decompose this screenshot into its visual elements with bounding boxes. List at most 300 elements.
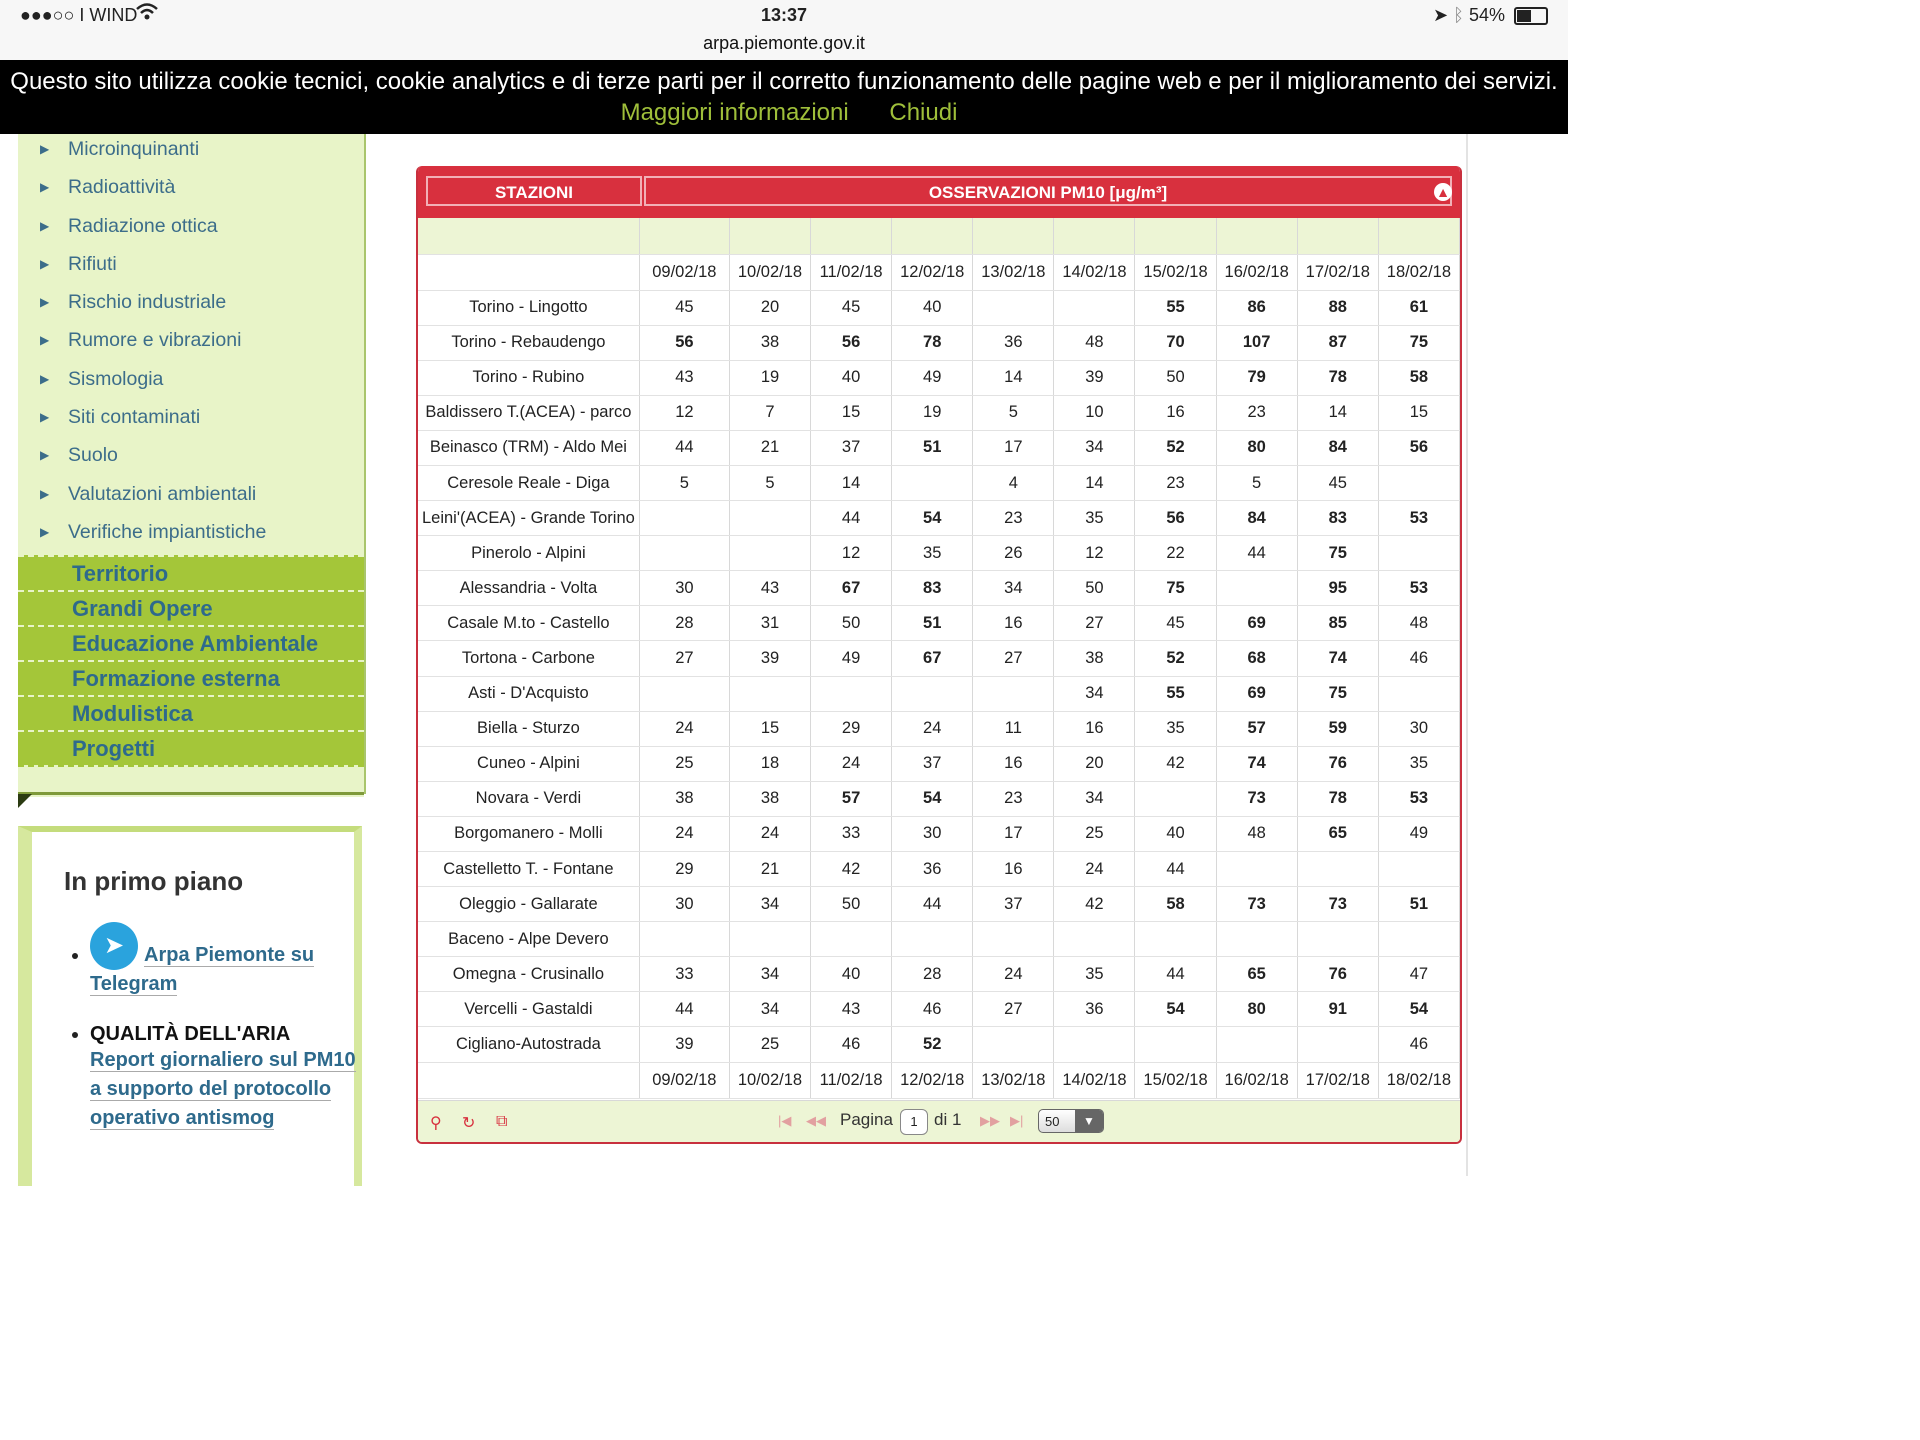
- value-cell: 37: [973, 887, 1054, 922]
- value-cell: 55: [1135, 290, 1216, 325]
- value-cell: 43: [639, 360, 729, 395]
- value-cell: 43: [811, 992, 892, 1027]
- value-cell: 47: [1378, 957, 1459, 992]
- value-cell: 35: [1135, 711, 1216, 746]
- station-name-cell: Novara - Verdi: [418, 781, 639, 816]
- value-cell: 42: [1135, 746, 1216, 781]
- cookie-text: Questo sito utilizza cookie tecnici, cookie analytics e di terze parti per il corretto funzionamento delle pagine web e per il miglioramento dei servizi.: [10, 68, 1558, 95]
- submenu-item[interactable]: [18, 134, 364, 172]
- cookie-more-link[interactable]: Maggiori informazioni: [620, 99, 849, 126]
- station-name-cell: Torino - Rubino: [418, 360, 639, 395]
- value-cell: [811, 676, 892, 711]
- value-cell: [1135, 781, 1216, 816]
- value-cell: 30: [1378, 711, 1459, 746]
- value-cell: 35: [892, 536, 973, 571]
- value-cell: 85: [1297, 606, 1378, 641]
- submenu-item-label: Rumore e vibrazioni: [68, 329, 242, 352]
- value-cell: [1135, 922, 1216, 957]
- value-cell: 34: [1054, 676, 1135, 711]
- filter-cell: [1216, 218, 1297, 254]
- arrow-right-icon: ▶: [40, 410, 50, 425]
- value-cell: 14: [1054, 465, 1135, 500]
- value-cell: 12: [811, 536, 892, 571]
- value-cell: [1378, 676, 1459, 711]
- station-name-cell: Casale M.to - Castello: [418, 606, 639, 641]
- value-cell: 27: [973, 641, 1054, 676]
- value-cell: 38: [639, 781, 729, 816]
- table-row: [418, 536, 1460, 571]
- search-icon[interactable]: ⚲: [430, 1115, 442, 1132]
- arrow-right-icon: ▶: [40, 333, 50, 348]
- value-cell: 16: [1135, 395, 1216, 430]
- table-row: [418, 571, 1460, 606]
- value-cell: 44: [639, 992, 729, 1027]
- value-cell: 107: [1216, 325, 1297, 360]
- value-cell: 24: [811, 746, 892, 781]
- value-cell: [892, 465, 973, 500]
- value-cell: 46: [892, 992, 973, 1027]
- value-cell: 87: [1297, 325, 1378, 360]
- date-header-cell: 11/02/18: [811, 254, 892, 290]
- date-header-cell: 09/02/18: [639, 1062, 729, 1098]
- arrow-right-icon: ▶: [40, 180, 50, 195]
- station-name-cell: Torino - Rebaudengo: [418, 325, 639, 360]
- pm10-report-link[interactable]: Report giornaliero sul PM10 a supporto del protocollo operativo antismog: [90, 1049, 356, 1129]
- value-cell: 29: [639, 852, 729, 887]
- value-cell: 21: [729, 430, 810, 465]
- value-cell: 17: [973, 430, 1054, 465]
- value-cell: 39: [1054, 360, 1135, 395]
- value-cell: 54: [1378, 992, 1459, 1027]
- value-cell: [729, 501, 810, 536]
- value-cell: 24: [973, 957, 1054, 992]
- arrow-right-icon: ▶: [40, 486, 50, 501]
- main-menu-item[interactable]: Grandi Opere: [18, 590, 364, 625]
- location-icon: ➤: [1433, 5, 1449, 25]
- value-cell: 53: [1378, 571, 1459, 606]
- filter-cell: [811, 218, 892, 254]
- value-cell: 20: [729, 290, 810, 325]
- value-cell: 34: [1054, 430, 1135, 465]
- value-cell: 74: [1216, 746, 1297, 781]
- value-cell: 18: [729, 746, 810, 781]
- date-header-blank: [418, 1062, 639, 1098]
- page-label: Pagina: [840, 1110, 893, 1129]
- table-row: [418, 325, 1460, 360]
- value-cell: 49: [892, 360, 973, 395]
- value-cell: 53: [1378, 781, 1459, 816]
- value-cell: 34: [1054, 781, 1135, 816]
- refresh-icon[interactable]: ↻: [462, 1115, 476, 1132]
- value-cell: 10: [1054, 395, 1135, 430]
- value-cell: 54: [1135, 992, 1216, 1027]
- popup-icon[interactable]: ⧉: [496, 1113, 508, 1130]
- arrow-right-icon: ▶: [40, 256, 50, 271]
- date-header-cell: 15/02/18: [1135, 254, 1216, 290]
- content-divider: [1466, 134, 1468, 1176]
- value-cell: 80: [1216, 430, 1297, 465]
- value-cell: [1378, 465, 1459, 500]
- value-cell: 36: [1054, 992, 1135, 1027]
- table-row: [418, 816, 1460, 851]
- date-header-cell: 15/02/18: [1135, 1062, 1216, 1098]
- value-cell: 24: [729, 816, 810, 851]
- value-cell: 27: [1054, 606, 1135, 641]
- chevron-down-icon: ▼: [1075, 1110, 1103, 1132]
- value-cell: 56: [639, 325, 729, 360]
- station-name-cell: Leini'(ACEA) - Grande Torino: [418, 501, 639, 536]
- date-header-cell: 12/02/18: [892, 254, 973, 290]
- value-cell: 15: [729, 711, 810, 746]
- value-cell: 25: [639, 746, 729, 781]
- main-menu-item[interactable]: Territorio: [18, 555, 364, 590]
- first-page-icon[interactable]: |◀: [778, 1113, 792, 1128]
- value-cell: 79: [1216, 360, 1297, 395]
- page-size-select[interactable]: [1038, 1109, 1104, 1133]
- value-cell: 73: [1216, 781, 1297, 816]
- value-cell: [1378, 852, 1459, 887]
- value-cell: 50: [1054, 571, 1135, 606]
- station-name-cell: Vercelli - Gastaldi: [418, 992, 639, 1027]
- value-cell: 5: [1216, 465, 1297, 500]
- value-cell: 29: [811, 711, 892, 746]
- value-cell: 56: [1135, 501, 1216, 536]
- submenu-item-label: Rifiuti: [68, 252, 117, 275]
- value-cell: 56: [1378, 430, 1459, 465]
- next-page-icon[interactable]: ▶▶: [980, 1113, 1000, 1128]
- date-header-cell: 16/02/18: [1216, 1062, 1297, 1098]
- value-cell: 65: [1297, 816, 1378, 851]
- value-cell: 54: [892, 781, 973, 816]
- value-cell: 38: [729, 781, 810, 816]
- table-row: [418, 852, 1460, 887]
- value-cell: 80: [1216, 992, 1297, 1027]
- carrier-signal: ●●●○○ I WIND: [20, 5, 138, 25]
- submenu-item-label: Sismologia: [68, 367, 164, 390]
- value-cell: 45: [1135, 606, 1216, 641]
- table-row: [418, 887, 1460, 922]
- date-header-cell: 18/02/18: [1378, 254, 1459, 290]
- value-cell: 70: [1135, 325, 1216, 360]
- value-cell: 78: [1297, 360, 1378, 395]
- submenu-item[interactable]: [18, 172, 364, 210]
- pm10-table-panel: [416, 166, 1462, 1144]
- value-cell: 22: [1135, 536, 1216, 571]
- value-cell: 74: [1297, 641, 1378, 676]
- value-cell: 24: [1054, 852, 1135, 887]
- value-cell: 30: [892, 816, 973, 851]
- value-cell: 15: [811, 395, 892, 430]
- filter-cell: [729, 218, 810, 254]
- value-cell: 65: [1216, 957, 1297, 992]
- submenu-item-label: Verifiche impiantistiche: [68, 520, 267, 543]
- submenu-item[interactable]: [18, 517, 364, 555]
- value-cell: [892, 676, 973, 711]
- value-cell: 4: [973, 465, 1054, 500]
- table-row: [418, 957, 1460, 992]
- main-menu-item[interactable]: Modulistica: [18, 695, 364, 730]
- filter-cell: [892, 218, 973, 254]
- filter-cell: [1297, 218, 1378, 254]
- value-cell: 58: [1135, 887, 1216, 922]
- value-cell: 17: [973, 816, 1054, 851]
- table-row: [418, 641, 1460, 676]
- value-cell: 76: [1297, 957, 1378, 992]
- main-menu-item[interactable]: Educazione Ambientale: [18, 625, 364, 660]
- date-header-cell: 17/02/18: [1297, 254, 1378, 290]
- station-name-cell: Ceresole Reale - Diga: [418, 465, 639, 500]
- submenu-item-label: Radioattività: [68, 176, 176, 199]
- value-cell: 19: [892, 395, 973, 430]
- date-header-cell: 10/02/18: [729, 254, 810, 290]
- value-cell: 95: [1297, 571, 1378, 606]
- value-cell: 50: [811, 606, 892, 641]
- main-menu-item[interactable]: Formazione esterna: [18, 660, 364, 695]
- cookie-close-link[interactable]: Chiudi: [889, 99, 958, 126]
- submenu-item[interactable]: [18, 287, 364, 325]
- sidebar-menu: [18, 134, 366, 794]
- station-name-cell: Beinasco (TRM) - Aldo Mei: [418, 430, 639, 465]
- table-pager: [418, 1100, 1460, 1143]
- arrow-right-icon: ▶: [40, 142, 50, 156]
- station-name-cell: Baldissero T.(ACEA) - parco: [418, 395, 639, 430]
- value-cell: 11: [973, 711, 1054, 746]
- value-cell: 57: [1216, 711, 1297, 746]
- value-cell: 34: [729, 887, 810, 922]
- value-cell: 39: [729, 641, 810, 676]
- date-header-cell: 09/02/18: [639, 254, 729, 290]
- value-cell: [1378, 536, 1459, 571]
- value-cell: [973, 290, 1054, 325]
- value-cell: [1297, 1027, 1378, 1062]
- station-name-cell: Borgomanero - Molli: [418, 816, 639, 851]
- table-header-bar: [418, 166, 1460, 218]
- value-cell: 19: [729, 360, 810, 395]
- table-row: [418, 922, 1460, 957]
- value-cell: 43: [729, 571, 810, 606]
- value-cell: 83: [1297, 501, 1378, 536]
- table-row: [418, 606, 1460, 641]
- table-row: [418, 746, 1460, 781]
- value-cell: 49: [811, 641, 892, 676]
- pm10-data-table: [418, 218, 1460, 1099]
- page-count: di 1: [934, 1110, 962, 1129]
- value-cell: 51: [892, 606, 973, 641]
- date-header-cell: 17/02/18: [1297, 1062, 1378, 1098]
- last-page-icon[interactable]: ▶|: [1010, 1113, 1024, 1128]
- value-cell: 88: [1297, 290, 1378, 325]
- list-item: [90, 1023, 370, 1133]
- value-cell: 75: [1135, 571, 1216, 606]
- submenu-item-label: Valutazioni ambientali: [68, 482, 257, 505]
- station-name-cell: Alessandria - Volta: [418, 571, 639, 606]
- value-cell: [729, 922, 810, 957]
- value-cell: 53: [1378, 501, 1459, 536]
- value-cell: 38: [1054, 641, 1135, 676]
- value-cell: 7: [729, 395, 810, 430]
- value-cell: 46: [1378, 641, 1459, 676]
- prev-page-icon[interactable]: ◀◀: [806, 1113, 826, 1128]
- value-cell: 84: [1297, 430, 1378, 465]
- value-cell: 84: [1216, 501, 1297, 536]
- value-cell: 35: [1378, 746, 1459, 781]
- main-menu-list: [18, 555, 364, 765]
- value-cell: [973, 1027, 1054, 1062]
- value-cell: 78: [1297, 781, 1378, 816]
- date-header-cell: 13/02/18: [973, 1062, 1054, 1098]
- arrow-right-icon: ▶: [40, 371, 50, 386]
- value-cell: 5: [639, 465, 729, 500]
- value-cell: [1216, 852, 1297, 887]
- value-cell: 58: [1378, 360, 1459, 395]
- value-cell: 37: [811, 430, 892, 465]
- header-observations: OSSERVAZIONI PM10 [μg/m³]: [644, 176, 1452, 206]
- value-cell: 48: [1054, 325, 1135, 360]
- sidebar-bottom-edge: [18, 792, 364, 795]
- value-cell: 39: [639, 1027, 729, 1062]
- filter-cell: [1054, 218, 1135, 254]
- value-cell: 26: [973, 536, 1054, 571]
- battery-fill: [1517, 10, 1531, 22]
- value-cell: 50: [1135, 360, 1216, 395]
- value-cell: 75: [1297, 536, 1378, 571]
- bluetooth-icon: ᛒ: [1453, 5, 1464, 25]
- main-menu-item[interactable]: Progetti: [18, 730, 364, 765]
- value-cell: [639, 922, 729, 957]
- value-cell: 44: [892, 887, 973, 922]
- value-cell: 25: [729, 1027, 810, 1062]
- value-cell: 34: [729, 992, 810, 1027]
- value-cell: [1216, 1027, 1297, 1062]
- cookie-banner: [0, 60, 1568, 134]
- station-name-cell: Cuneo - Alpini: [418, 746, 639, 781]
- table-row: [418, 465, 1460, 500]
- value-cell: 34: [973, 571, 1054, 606]
- value-cell: 46: [1378, 1027, 1459, 1062]
- collapse-icon[interactable]: ▲: [1434, 183, 1452, 201]
- date-header-row: [418, 254, 1460, 290]
- arrow-right-icon: ▶: [40, 295, 50, 310]
- value-cell: 12: [639, 395, 729, 430]
- value-cell: 61: [1378, 290, 1459, 325]
- value-cell: 54: [892, 501, 973, 536]
- in-primo-piano-box: [18, 826, 362, 1186]
- submenu-item[interactable]: [18, 325, 364, 363]
- value-cell: [973, 676, 1054, 711]
- telegram-link[interactable]: Arpa Piemonte su Telegram: [90, 944, 315, 995]
- value-cell: 35: [1054, 957, 1135, 992]
- telegram-icon[interactable]: ➤: [90, 922, 138, 970]
- submenu-item-label: Rischio industriale: [68, 291, 227, 314]
- value-cell: [1054, 922, 1135, 957]
- value-cell: [892, 922, 973, 957]
- date-header-cell: 13/02/18: [973, 254, 1054, 290]
- arrow-right-icon: ▶: [40, 524, 50, 539]
- station-name-cell: Torino - Lingotto: [418, 290, 639, 325]
- primo-piano-list: [70, 922, 370, 1157]
- value-cell: 83: [892, 571, 973, 606]
- station-name-cell: Omegna - Crusinallo: [418, 957, 639, 992]
- value-cell: 40: [811, 957, 892, 992]
- value-cell: 44: [1135, 957, 1216, 992]
- value-cell: 28: [639, 606, 729, 641]
- value-cell: [973, 922, 1054, 957]
- submenu-item[interactable]: [18, 440, 364, 478]
- value-cell: 69: [1216, 676, 1297, 711]
- value-cell: 73: [1297, 887, 1378, 922]
- value-cell: 48: [1378, 606, 1459, 641]
- status-right: [1433, 5, 1548, 26]
- battery-icon: [1514, 7, 1548, 25]
- value-cell: 12: [1054, 536, 1135, 571]
- value-cell: 16: [973, 852, 1054, 887]
- value-cell: 45: [1297, 465, 1378, 500]
- submenu-item[interactable]: [18, 364, 364, 402]
- value-cell: 45: [639, 290, 729, 325]
- submenu-item[interactable]: [18, 211, 364, 249]
- value-cell: 75: [1297, 676, 1378, 711]
- clock: 13:37: [760, 5, 808, 25]
- submenu-item[interactable]: [18, 249, 364, 287]
- arrow-right-icon: ▶: [40, 448, 50, 463]
- station-name-cell: Biella - Sturzo: [418, 711, 639, 746]
- battery-percent: 54%: [1468, 5, 1505, 25]
- value-cell: 67: [892, 641, 973, 676]
- value-cell: 5: [973, 395, 1054, 430]
- date-header-cell: 18/02/18: [1378, 1062, 1459, 1098]
- value-cell: [1216, 571, 1297, 606]
- value-cell: 56: [811, 325, 892, 360]
- air-quality-heading: • QUALITÀ DELL'ARIA: [90, 1023, 291, 1045]
- filter-cell: [1135, 218, 1216, 254]
- table-row: [418, 395, 1460, 430]
- value-cell: 51: [1378, 887, 1459, 922]
- value-cell: 40: [892, 290, 973, 325]
- value-cell: [1135, 1027, 1216, 1062]
- value-cell: 52: [1135, 430, 1216, 465]
- filter-cell: [973, 218, 1054, 254]
- sidebar-corner: [18, 794, 32, 808]
- submenu-item[interactable]: [18, 402, 364, 440]
- filter-cell: [639, 218, 729, 254]
- value-cell: [1297, 922, 1378, 957]
- submenu-item-label: Radiazione ottica: [68, 214, 218, 237]
- value-cell: 16: [973, 746, 1054, 781]
- value-cell: 24: [892, 711, 973, 746]
- date-header-blank: [418, 254, 639, 290]
- table-row: [418, 430, 1460, 465]
- value-cell: 42: [811, 852, 892, 887]
- value-cell: 52: [1135, 641, 1216, 676]
- value-cell: 86: [1216, 290, 1297, 325]
- value-cell: 27: [639, 641, 729, 676]
- value-cell: 91: [1297, 992, 1378, 1027]
- value-cell: 48: [1216, 816, 1297, 851]
- table-row: [418, 676, 1460, 711]
- url-bar[interactable]: arpa.piemonte.gov.it: [0, 30, 1568, 60]
- value-cell: [1054, 1027, 1135, 1062]
- value-cell: 50: [811, 887, 892, 922]
- value-cell: 36: [973, 325, 1054, 360]
- value-cell: 23: [973, 781, 1054, 816]
- header-stations: STAZIONI: [426, 176, 642, 206]
- value-cell: [1378, 922, 1459, 957]
- page-input[interactable]: 1: [900, 1109, 928, 1135]
- date-header-cell: 11/02/18: [811, 1062, 892, 1098]
- submenu-item[interactable]: [18, 479, 364, 517]
- value-cell: 76: [1297, 746, 1378, 781]
- value-cell: 73: [1216, 887, 1297, 922]
